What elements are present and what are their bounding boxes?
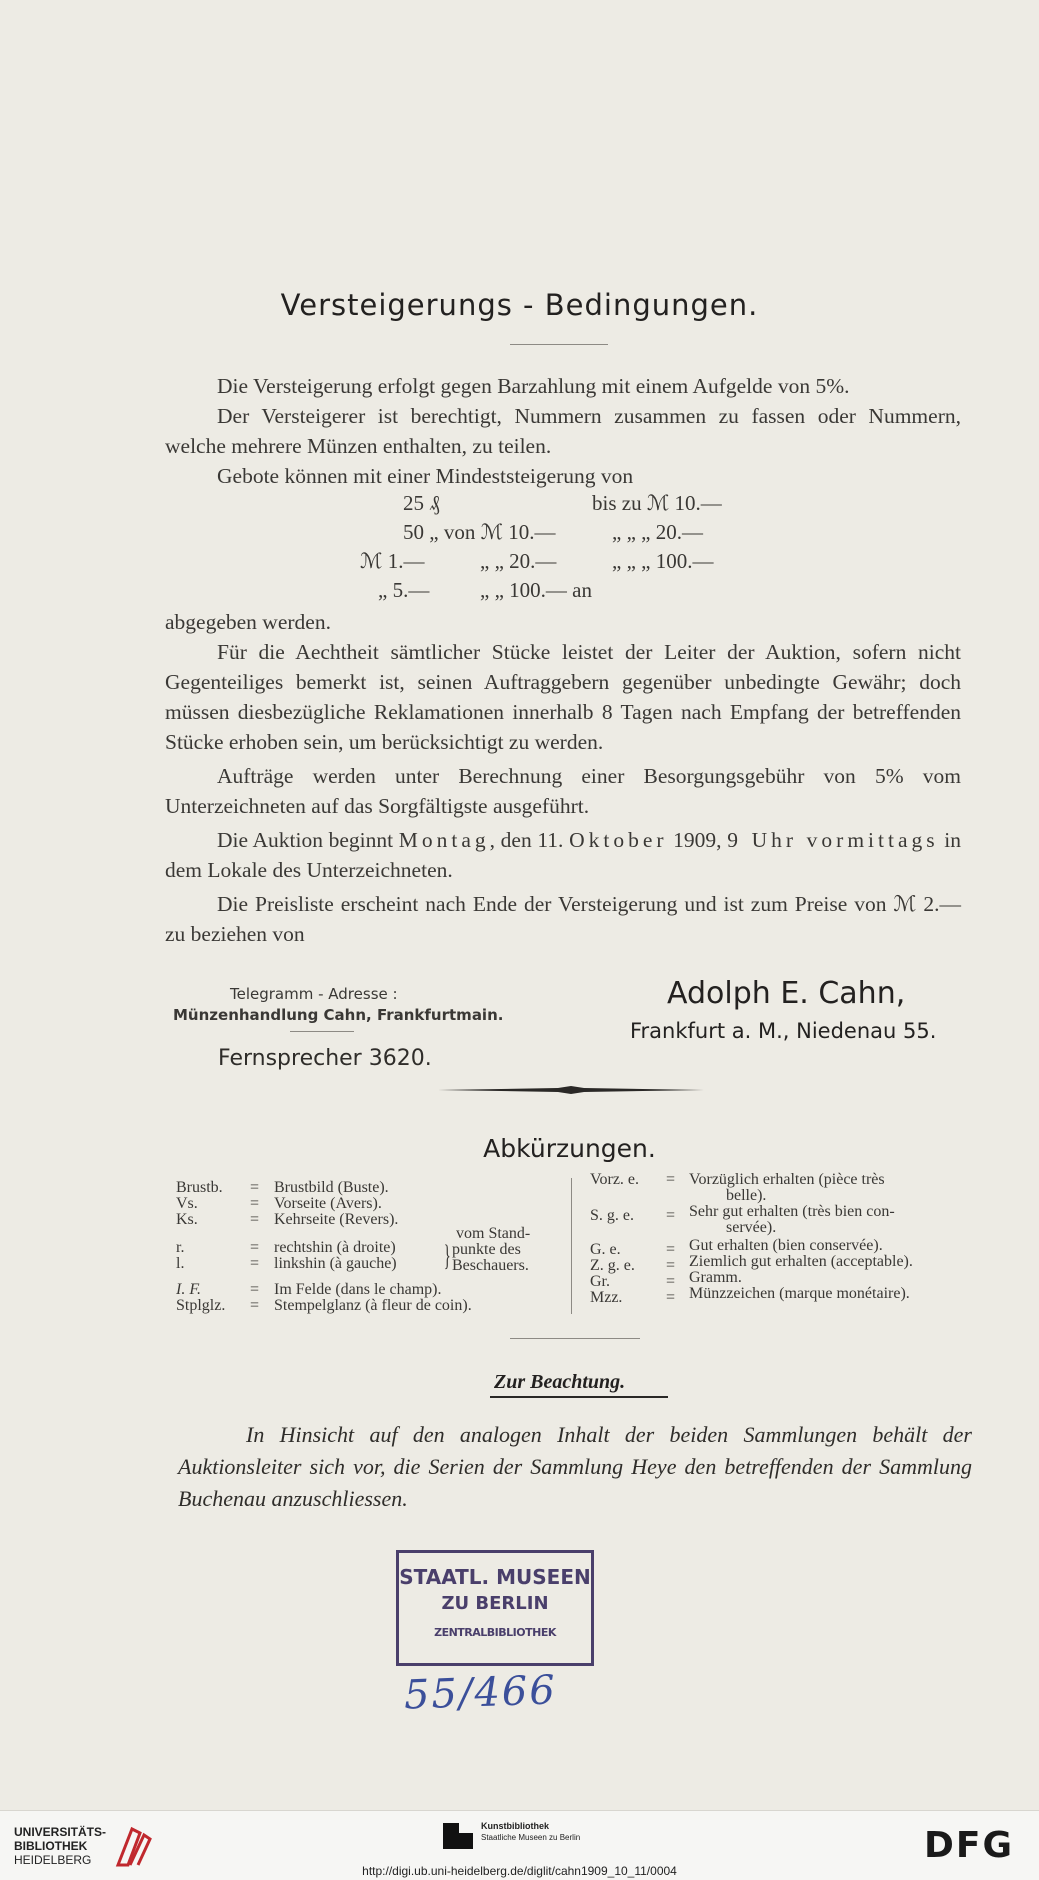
bid-row-1-a: 25 ₰ — [403, 491, 440, 515]
abbr-r-key: r. — [176, 1239, 185, 1256]
stamp-line-1: STAATL. MUSEEN — [399, 1565, 591, 1589]
abbr-stplglz-value: Stempelglanz (à fleur de coin). — [274, 1297, 472, 1314]
abbr-sge-value: Sehr gut erhalten (très bien con- — [689, 1203, 895, 1220]
abbr-brustb-eq: = — [250, 1179, 260, 1196]
bid-row-3-a: ℳ 1.— — [360, 549, 425, 573]
kunstbibliothek-title: Kunstbibliothek — [481, 1821, 549, 1831]
contact-divider — [290, 1031, 354, 1032]
stamp-line-2: ZU BERLIN — [441, 1593, 549, 1614]
logo-line-3: HEIDELBERG — [14, 1853, 92, 1867]
abbr-ge-value: Gut erhalten (bien conservée). — [689, 1237, 883, 1254]
note-heading-underline — [490, 1396, 668, 1398]
bracket-glyph: } — [443, 1239, 451, 1272]
abbr-vorz-value-cont: belle). — [726, 1187, 767, 1204]
note-heading-text: Zur Beachtung. — [494, 1371, 626, 1393]
viewer-footer — [0, 1810, 1039, 1880]
abbr-vs-key: Vs. — [176, 1195, 198, 1212]
date-time: 9 Uhr vormittags — [727, 828, 939, 852]
dfg-logo[interactable]: DFG — [924, 1825, 1015, 1866]
dealer-name: Adolph E. Cahn, — [667, 976, 906, 1011]
abbr-r-value: rechtshin (à droite) — [274, 1239, 396, 1256]
bid-increment-table — [0, 491, 1039, 611]
abbreviations-divider — [510, 1338, 640, 1339]
abbr-stplglz-key: Stplglz. — [176, 1297, 226, 1314]
abbr-mzz-value: Münzzeichen (marque monétaire). — [689, 1285, 910, 1302]
abbr-zge-value: Ziemlich gut erhalten (acceptable). — [689, 1253, 913, 1270]
bid-row-3-c: „ „ „ 100.— — [612, 549, 714, 573]
abbreviations-right — [0, 1172, 1000, 1312]
abbr-l-key: l. — [176, 1255, 185, 1272]
heidelberg-emblem-icon — [114, 1825, 154, 1869]
abbr-stplglz-eq: = — [250, 1297, 260, 1314]
telegram-address: Münzenhandlung Cahn, Frankfurtmain. — [173, 1006, 504, 1024]
abbr-l-eq: = — [250, 1255, 260, 1272]
conditions-text-bottom — [165, 607, 961, 949]
abbr-ks-key: Ks. — [176, 1211, 198, 1228]
abbr-sge-eq: = — [666, 1207, 676, 1224]
abbr-zge-eq: = — [666, 1257, 676, 1274]
abbr-zge-key: Z. g. e. — [590, 1257, 635, 1274]
dealer-address: Frankfurt a. M., Niedenau 55. — [630, 1019, 937, 1043]
paragraph-price-list: Die Preisliste erscheint nach Ende der Versteigerung und ist zum Preise von ℳ 2.— zu beziehen von — [165, 892, 961, 946]
paragraph-given: abgegeben werden. — [165, 610, 331, 634]
abbr-l-value: linkshin (à gauche) — [274, 1255, 397, 1272]
paragraph-auction-date — [165, 825, 961, 885]
bid-row-4-b: „ „ 100.— an — [480, 578, 592, 602]
ornamental-divider — [438, 1082, 704, 1098]
kunstbibliothek-logo[interactable] — [443, 1819, 623, 1855]
paragraph-bids: Gebote können mit einer Mindeststeigerung von — [217, 464, 634, 488]
abbr-brustb-value: Brustbild (Buste). — [274, 1179, 389, 1196]
abbr-ks-value: Kehrseite (Revers). — [274, 1211, 399, 1228]
abbr-vorz-eq: = — [666, 1171, 676, 1188]
paragraph-lots: Der Versteigerer ist berechtigt, Nummern zusammen zu fassen oder Nummern, welche mehrere Münzen enthalten, zu teilen. — [165, 404, 961, 458]
abbr-vorz-value: Vorzüglich erhalten (pièce très — [689, 1171, 885, 1188]
bid-row-3-b: „ „ 20.— — [480, 549, 557, 573]
bid-row-4-a: „ 5.— — [378, 578, 430, 602]
bid-row-1-c: bis zu ℳ 10.— — [592, 491, 722, 515]
note-heading — [494, 1371, 625, 1394]
bracket-note-1: vom Stand- — [456, 1225, 531, 1242]
paragraph-orders: Aufträge werden unter Berechnung einer Besorgungsgebühr von 5% vom Unterzeichneten auf das Sorgfältigste ausgeführt. — [165, 764, 961, 818]
page-url[interactable]: http://digi.ub.uni-heidelberg.de/diglit/cahn1909_10_11/0004 — [362, 1864, 677, 1878]
abbr-mzz-key: Mzz. — [590, 1289, 623, 1306]
abbr-vorz-key: Vorz. e. — [590, 1171, 640, 1188]
kunstbibliothek-icon — [443, 1823, 473, 1849]
abbr-if-eq: = — [250, 1281, 260, 1298]
paragraph-premium: Die Versteigerung erfolgt gegen Barzahlung mit einem Aufgelde von 5%. — [217, 374, 850, 398]
conditions-title: Versteigerungs - Bedingungen. — [280, 288, 759, 322]
abbr-if-value: Im Felde (dans le champ). — [274, 1281, 442, 1298]
abbr-sge-key: S. g. e. — [590, 1207, 634, 1224]
phone-number: Fernsprecher 3620. — [218, 1046, 432, 1071]
bid-row-2-a: 50 „ von ℳ 10.— — [403, 520, 556, 544]
abbr-vs-eq: = — [250, 1195, 260, 1212]
date-month: Oktober — [569, 828, 668, 852]
abbr-sge-value-cont: servée). — [726, 1219, 777, 1236]
bracket-note-2: punkte des — [452, 1241, 521, 1258]
logo-line-2: BIBLIOTHEK — [14, 1839, 88, 1853]
paragraph-authenticity: Für die Aechtheit sämtlicher Stücke leistet der Leiter der Auktion, sofern nicht Gegenteiliges bemerkt ist, seinen Auftraggebern gegenüber unbedingte Gewähr; doch müssen diesbezügliche Reklamationen innerhalb 8 Tagen nach Empfang der betreffenden Stücke erhoben sein, um berücksichtigt zu werden. — [165, 640, 961, 754]
logo-line-1: UNIVERSITÄTS- — [14, 1825, 107, 1839]
abbr-gr-eq: = — [666, 1273, 676, 1290]
telegram-label: Telegramm - Adresse : — [230, 985, 398, 1003]
abbr-gr-key: Gr. — [590, 1273, 610, 1290]
bracket-note-3: Beschauers. — [452, 1257, 529, 1274]
note-text: In Hinsicht auf den analogen Inhalt der beiden Sammlungen behält der Auktionsleiter sich vor, die Serien der Sammlung Heye den betreffenden der Sammlung Buchenau anzuschliessen. — [178, 1422, 972, 1511]
date-text-c: , den 11. — [489, 828, 570, 852]
abbreviations-title: Abkürzungen. — [483, 1134, 656, 1163]
abbr-ks-eq: = — [250, 1211, 260, 1228]
abbr-gr-value: Gramm. — [689, 1269, 742, 1286]
date-text-e: 1909, — [667, 828, 728, 852]
abbr-if-key: I. F. — [176, 1281, 202, 1298]
abbr-r-eq: = — [250, 1239, 260, 1256]
abbr-vs-value: Vorseite (Avers). — [274, 1195, 382, 1212]
abbr-ge-eq: = — [666, 1241, 676, 1258]
date-weekday: Montag — [398, 828, 490, 852]
date-text-a: Die Auktion beginnt — [217, 828, 399, 852]
stamp-line-3: ZENTRALBIBLIOTHEK — [434, 1626, 556, 1639]
date-text-g: in dem Lokale des Unterzeichneten. — [165, 828, 961, 882]
bid-row-2-c: „ „ „ 20.— — [612, 520, 703, 544]
abbr-ge-key: G. e. — [590, 1241, 621, 1258]
title-divider — [510, 344, 608, 345]
abbr-mzz-eq: = — [666, 1289, 676, 1306]
conditions-text-top — [165, 371, 961, 491]
handwritten-shelfmark: 55/466 — [403, 1667, 558, 1719]
kunstbibliothek-subtitle: Staatliche Museen zu Berlin — [481, 1833, 581, 1842]
abbr-brustb-key: Brustb. — [176, 1179, 223, 1196]
museum-stamp — [396, 1550, 594, 1666]
